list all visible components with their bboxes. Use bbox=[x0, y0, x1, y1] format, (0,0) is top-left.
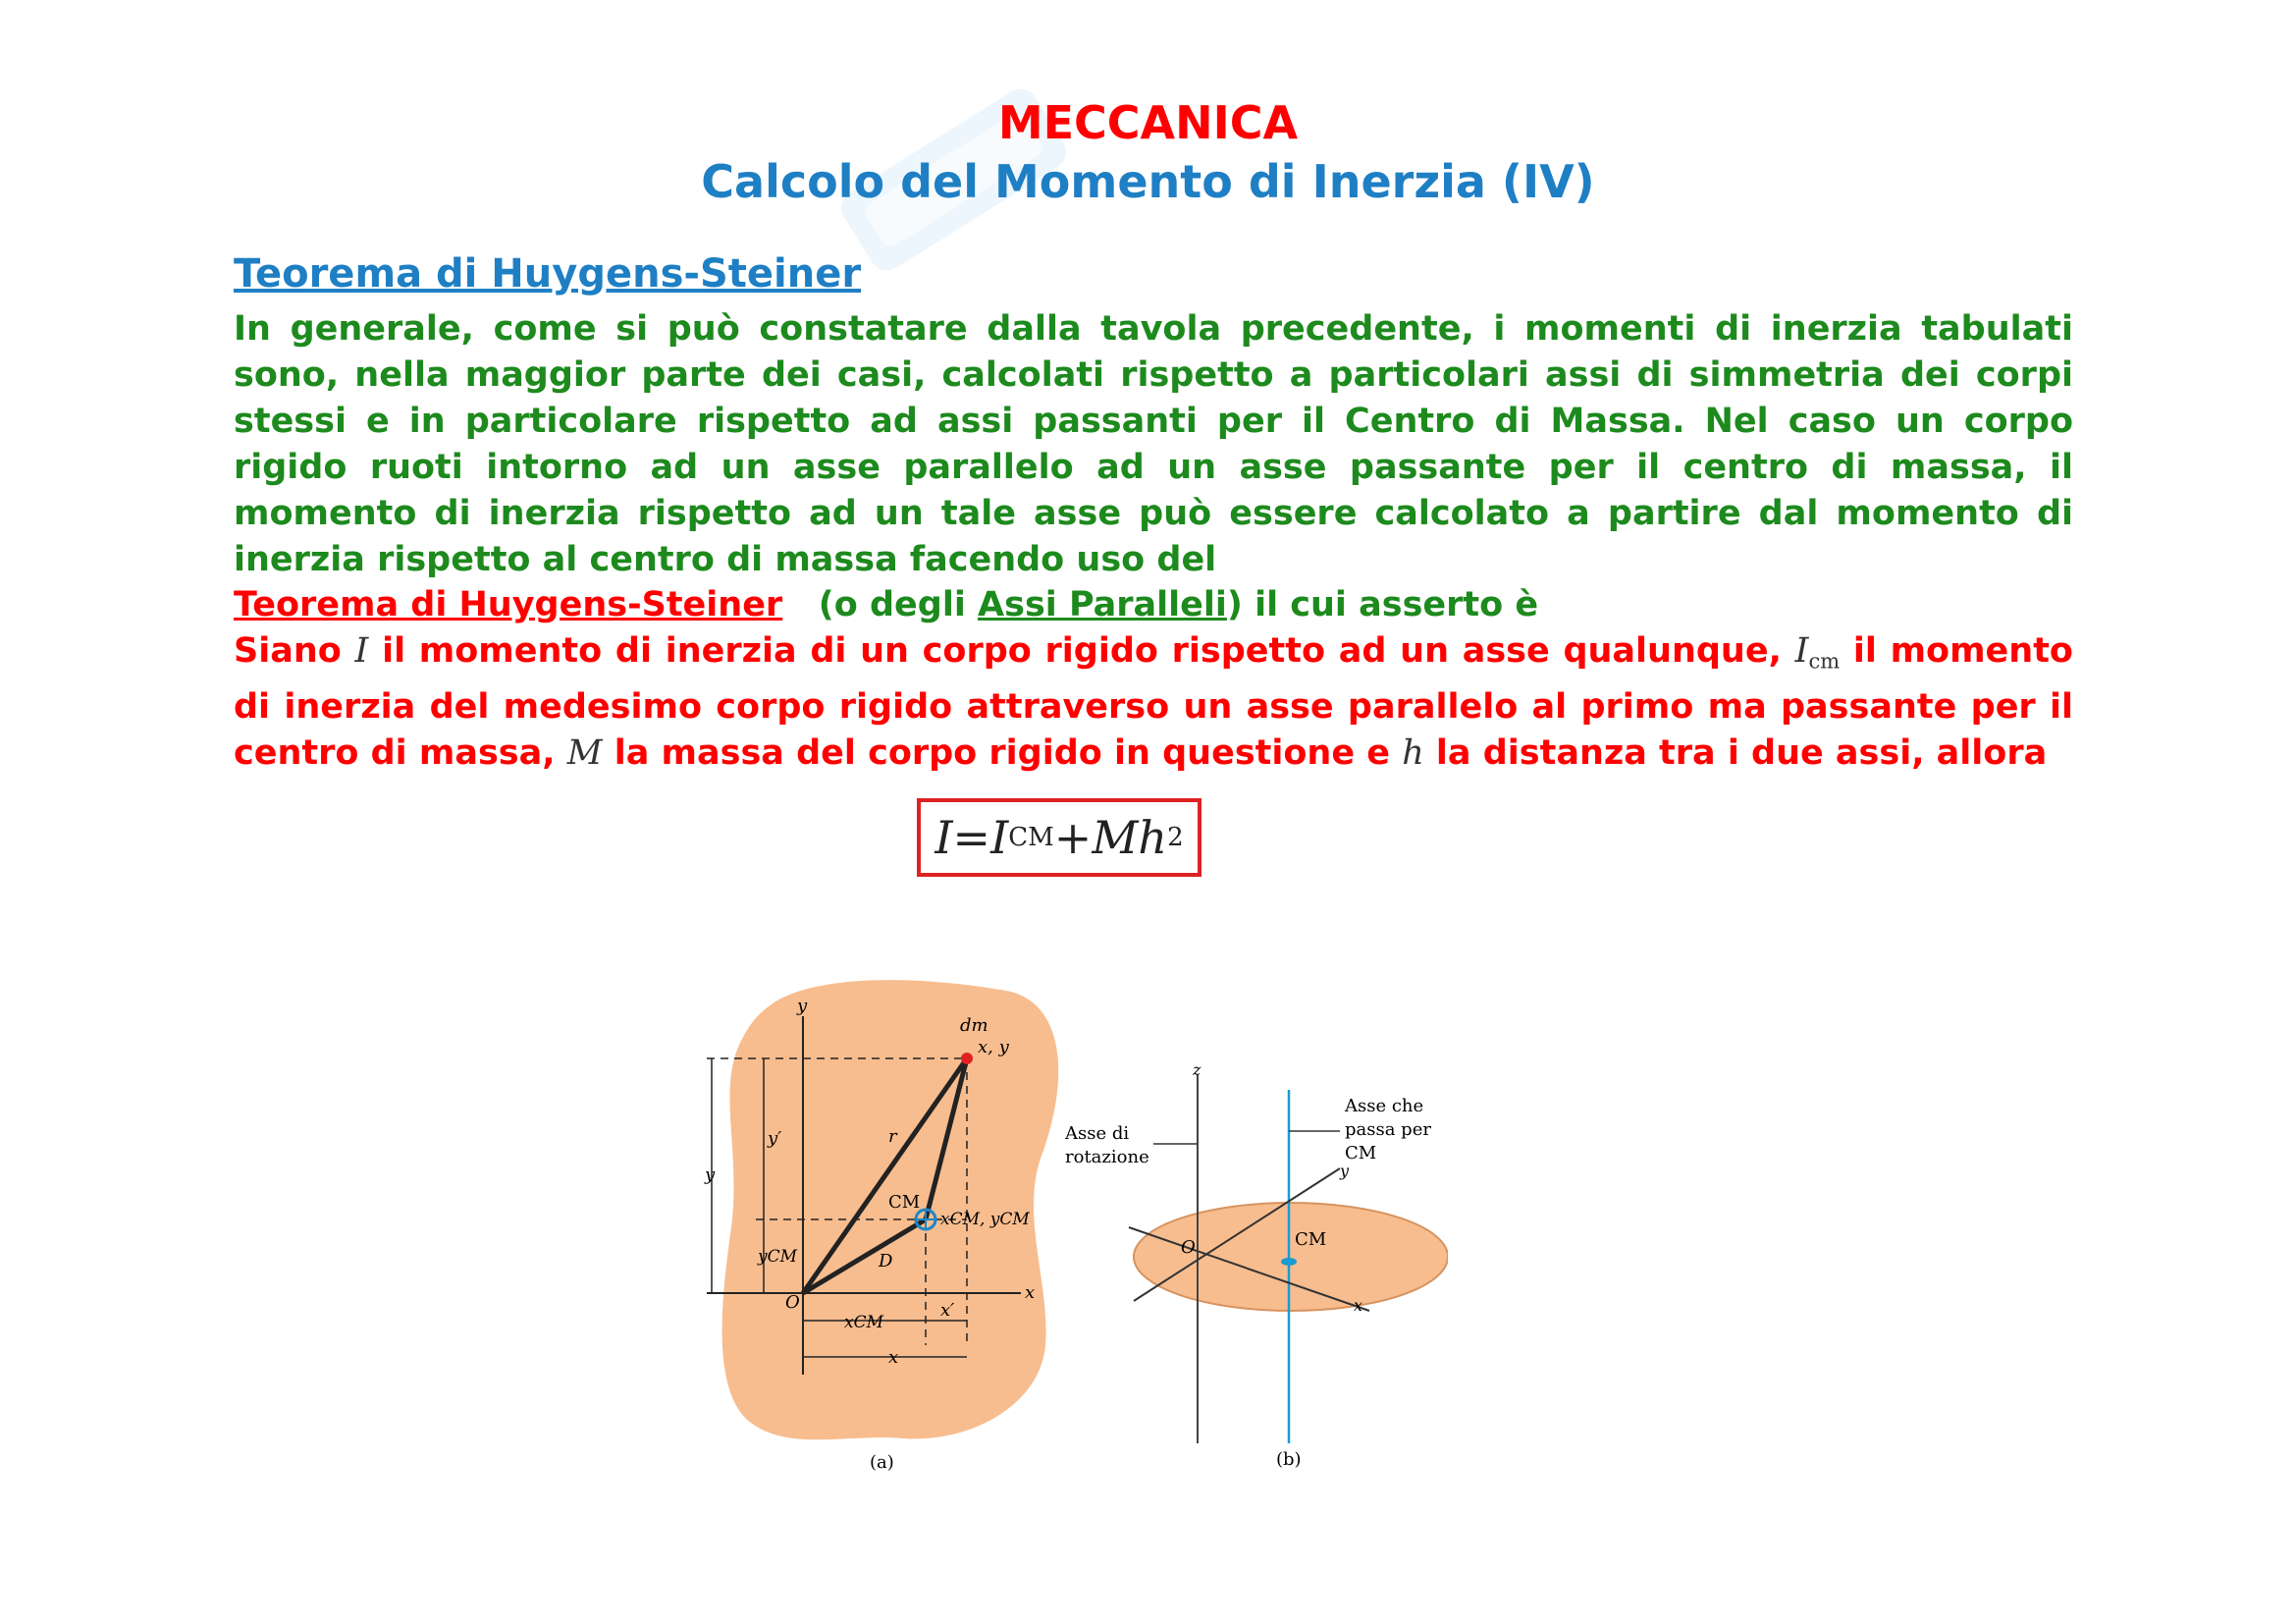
var-icm: $I_{cm}$ bbox=[1794, 631, 1841, 674]
label-r: r bbox=[888, 1126, 897, 1147]
theorem-prefix: (o degli bbox=[818, 585, 979, 624]
var-m: M bbox=[566, 733, 603, 774]
label-cm-axis-2: passa per bbox=[1345, 1119, 1431, 1140]
label-z: z bbox=[1193, 1060, 1201, 1079]
statement-text: la distanza tra i due assi, allora bbox=[1423, 733, 2048, 774]
label-cm-axis-3: CM bbox=[1345, 1143, 1377, 1163]
var-h: h bbox=[1402, 733, 1424, 774]
label-origin-b: O bbox=[1181, 1237, 1196, 1258]
label-y-prime: y′ bbox=[768, 1128, 782, 1149]
label-rot-2: rotazione bbox=[1065, 1147, 1149, 1167]
page-subtitle: Calcolo del Momento di Inerzia (IV) bbox=[701, 155, 1595, 208]
label-x-b: x bbox=[1354, 1296, 1363, 1315]
label-x-axis: x bbox=[1025, 1282, 1036, 1303]
theorem-statement bbox=[234, 628, 2073, 777]
label-origin: O bbox=[785, 1292, 800, 1313]
label-xcm: xCM bbox=[844, 1313, 884, 1332]
label-rot-1: Asse di bbox=[1065, 1123, 1130, 1144]
figure-b bbox=[1055, 1060, 1448, 1483]
label-cm-coords: xCM, yCM bbox=[940, 1210, 1030, 1229]
label-x-prime: x′ bbox=[940, 1300, 955, 1321]
var-i: I bbox=[354, 631, 369, 671]
caption-b: (b) bbox=[1276, 1449, 1302, 1470]
section-heading: Teorema di Huygens-Steiner bbox=[234, 251, 862, 297]
statement-text: il momento di inerzia del medesimo corpo rigido attraverso un asse parallelo al primo ma passante per il centro di massa, bbox=[234, 631, 2073, 774]
caption-a: (a) bbox=[870, 1452, 894, 1473]
label-cm-axis-1: Asse che bbox=[1345, 1096, 1424, 1116]
statement-text: il momento di inerzia di un corpo rigido rispetto ad un asse qualunque, bbox=[368, 631, 1795, 671]
theorem-line bbox=[234, 582, 1538, 628]
statement-text: la massa del corpo rigido in questione e bbox=[602, 733, 1403, 774]
theorem-suffix: ) il cui asserto è bbox=[1226, 585, 1539, 624]
steiner-formula-box: I = I CM + Mh 2 bbox=[917, 798, 1201, 877]
label-d: D bbox=[879, 1251, 893, 1271]
label-point: x, y bbox=[978, 1037, 1009, 1057]
intro-paragraph: In generale, come si può constatare dalla tavola precedente, i momenti di inerzia tabulati sono, nella maggior parte dei casi, calcolati rispetto a particolari assi di simmetria dei corpi stessi e in particolare rispetto ad assi passanti per il Centro di Massa. Nel caso un corpo rigido ruoti intorno ad un asse parallelo ad un asse passante per il centro di massa, il momento di inerzia rispetto ad un tale asse può essere calcolato a partire dal momento di inerzia rispetto al centro di massa facendo uso del bbox=[234, 309, 2073, 579]
label-y: y bbox=[1340, 1162, 1350, 1180]
theorem-alt-name: Assi Paralleli bbox=[978, 585, 1227, 624]
statement-text: Siano bbox=[234, 631, 355, 671]
label-dm: dm bbox=[960, 1015, 988, 1036]
label-ycm: yCM bbox=[758, 1247, 798, 1267]
label-y-axis: y bbox=[797, 996, 808, 1016]
label-y-dim: y bbox=[705, 1164, 716, 1185]
theorem-name: Teorema di Huygens-Steiner bbox=[234, 585, 783, 624]
page-title: MECCANICA bbox=[997, 96, 1299, 149]
figure-a bbox=[687, 972, 1080, 1483]
label-cm-b: CM bbox=[1295, 1229, 1327, 1250]
label-x-dim: x bbox=[888, 1347, 899, 1368]
label-cm: CM bbox=[888, 1192, 921, 1213]
